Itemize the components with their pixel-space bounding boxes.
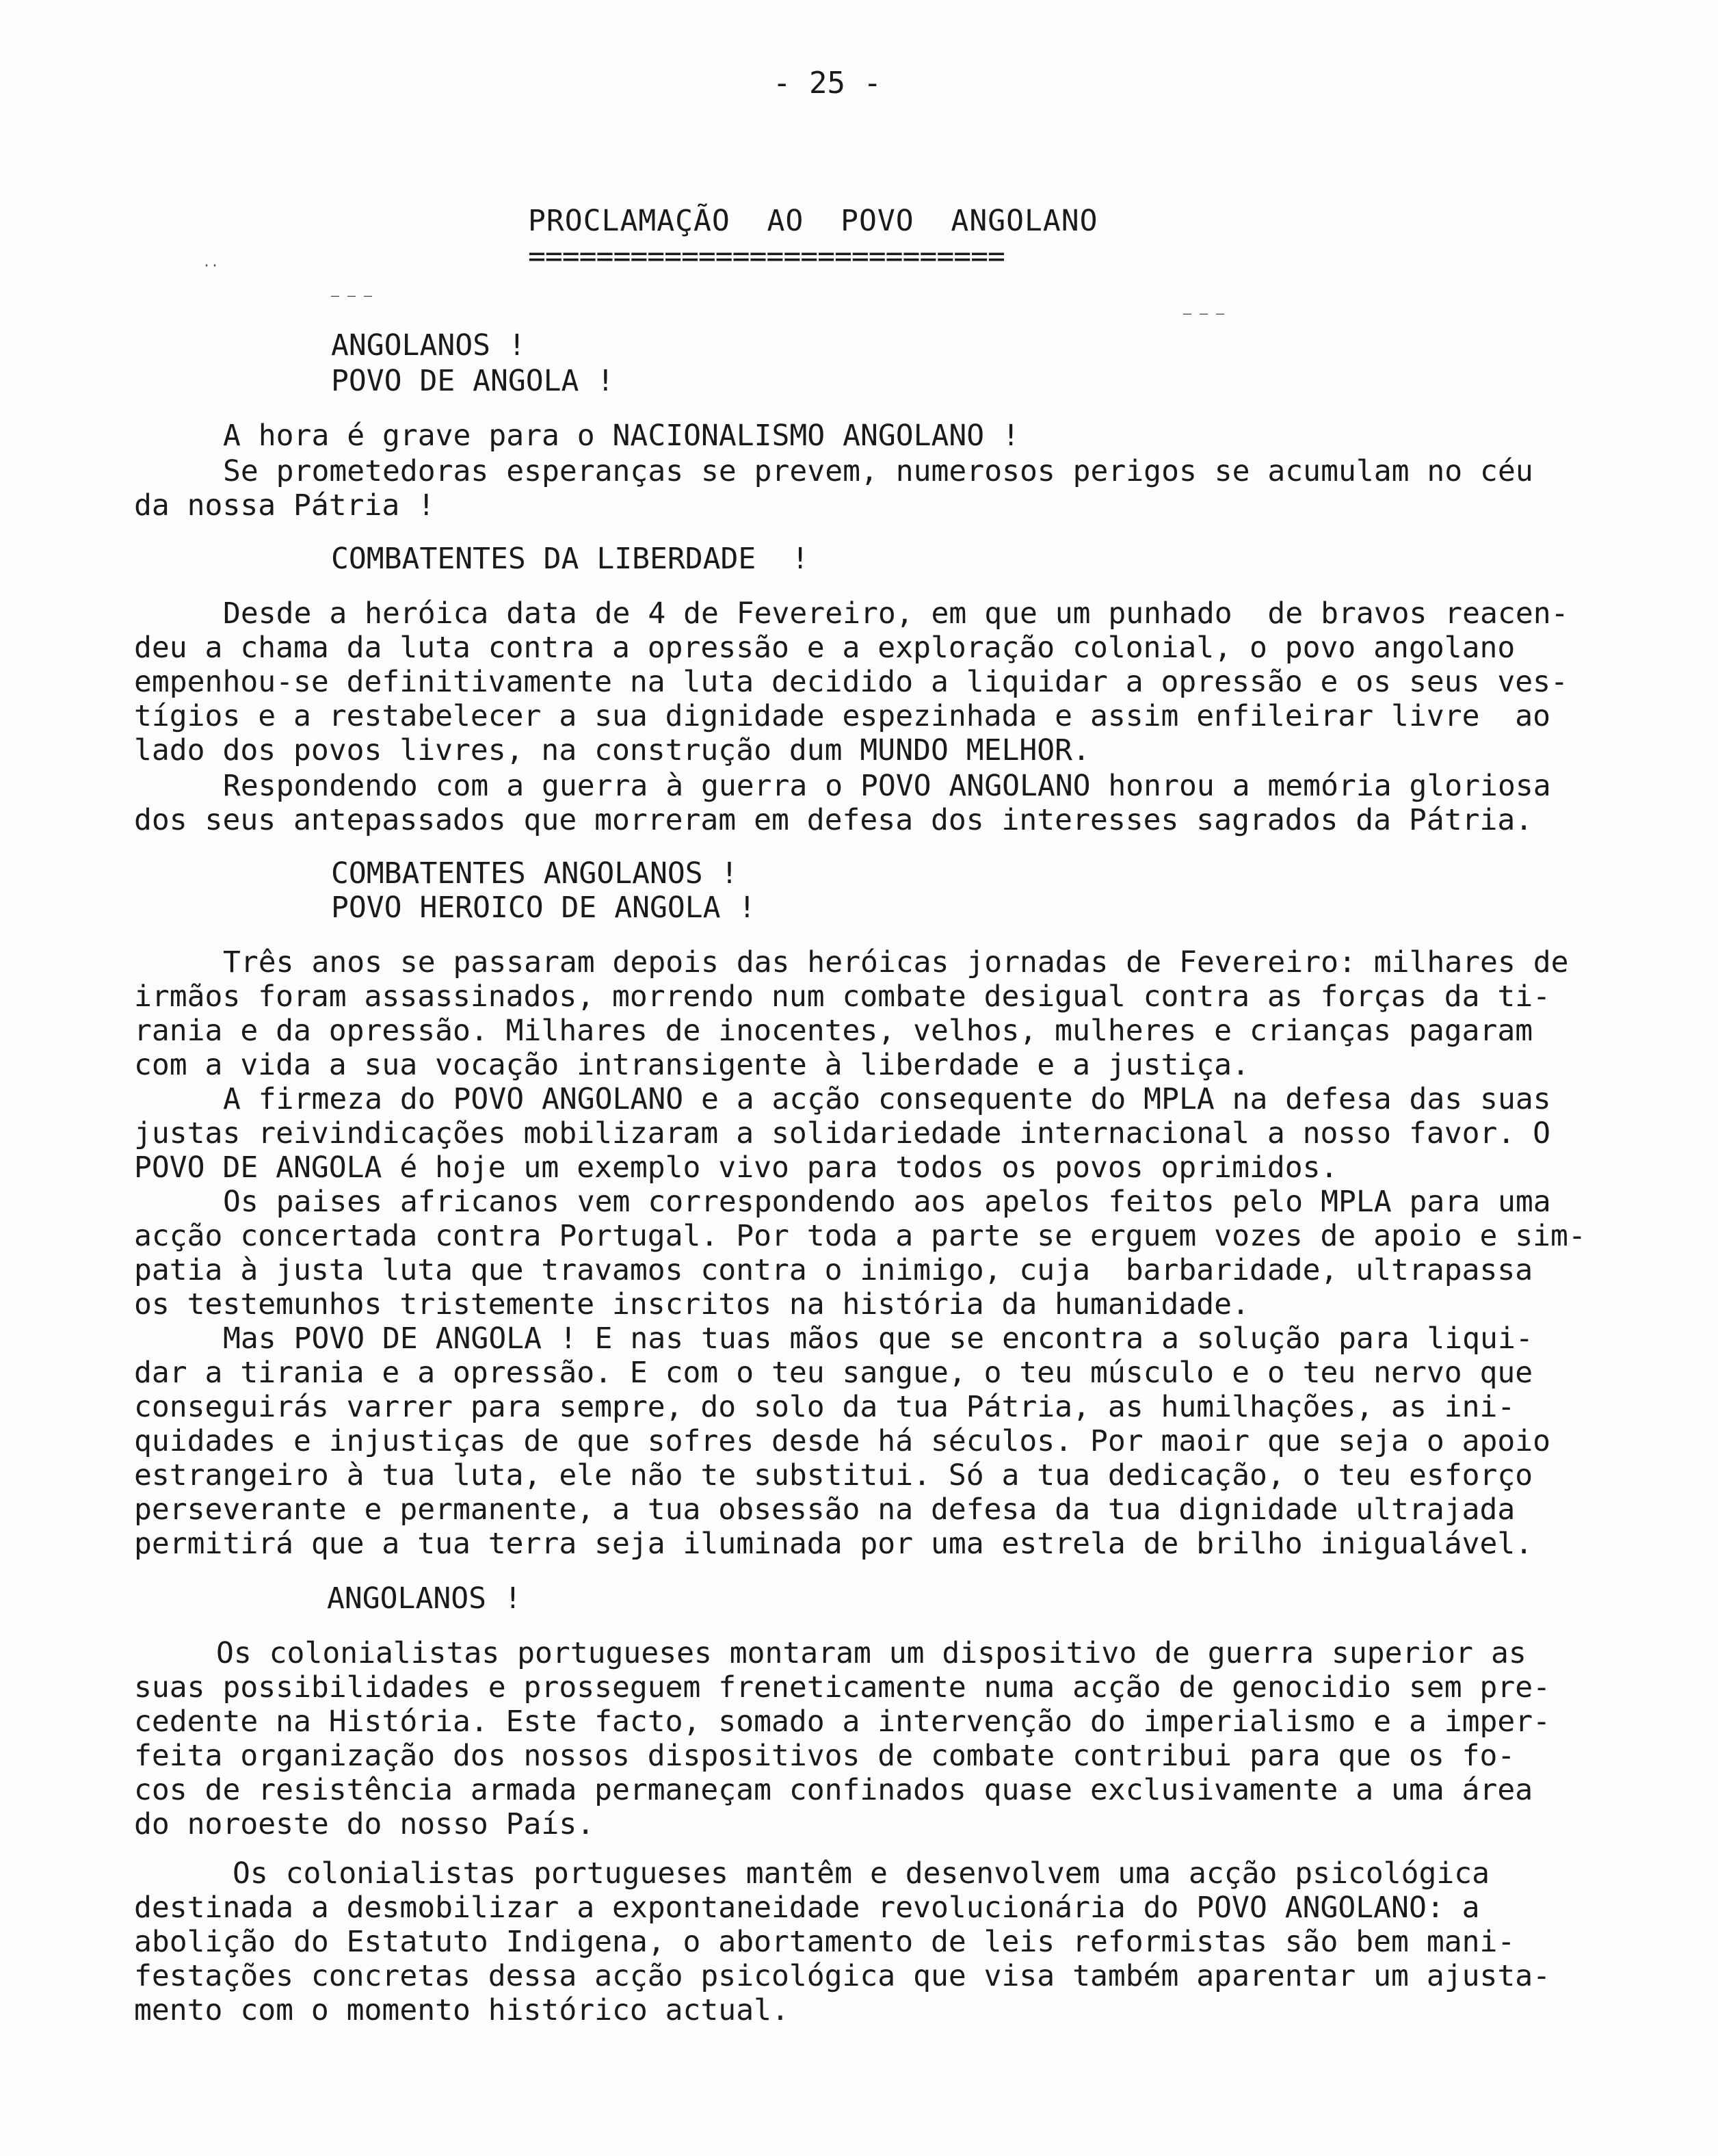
paragraph-line: Os paises africanos vem correspondendo aos apelos feitos pelo MPLA para uma: [223, 1185, 1551, 1219]
paragraph-line: mento com o momento histórico actual.: [134, 1993, 789, 2027]
paragraph-line: cedente na História. Este facto, somado a intervenção do imperialismo e a imper-: [134, 1705, 1551, 1739]
paragraph-line: Três anos se passaram depois das heróicas jornadas de Fevereiro: milhares de: [223, 945, 1569, 980]
paragraph-line: Desde a heróica data de 4 de Fevereiro, em que um punhado de bravos reacen-: [223, 596, 1569, 631]
paragraph-line: dar a tirania e a opressão. E com o teu sangue, o teu músculo e o teu nervo que: [134, 1356, 1533, 1390]
paragraph-line: feita organização dos nossos dispositivos de combate contribui para que os fo-: [134, 1739, 1516, 1773]
heading-combatentes-angolanos: COMBATENTES ANGOLANOS !: [331, 856, 739, 891]
paragraph-line: permitirá que a tua terra seja iluminada por uma estrela de brilho inigualável.: [134, 1527, 1533, 1561]
heading-povo-heroico: POVO HEROICO DE ANGOLA !: [331, 891, 756, 925]
paragraph-line: lado dos povos livres, na construção dum MUNDO MELHOR.: [134, 733, 1090, 767]
paragraph-line: festações concretas dessa acção psicológica que visa também aparentar um ajusta-: [134, 1959, 1551, 1993]
paragraph-line: POVO DE ANGOLA é hoje um exemplo vivo para todos os povos oprimidos.: [134, 1151, 1338, 1185]
salutation-povo-de-angola: POVO DE ANGOLA !: [331, 364, 615, 398]
paragraph-line: perseverante e permanente, a tua obsessão na defesa da tua dignidade ultrajada: [134, 1493, 1516, 1527]
paragraph-line: cos de resistência armada permaneçam confinados quase exclusivamente a uma área: [134, 1773, 1533, 1807]
paragraph-line: deu a chama da luta contra a opressão e a exploração colonial, o povo angolano: [134, 631, 1516, 665]
paragraph-line: Os colonialistas portugueses montaram um dispositivo de guerra superior as: [216, 1636, 1527, 1670]
paragraph-line: conseguirás varrer para sempre, do solo da tua Pátria, as humilhações, as ini-: [134, 1390, 1516, 1424]
paragraph-line: A firmeza do POVO ANGOLANO e a acção consequente do MPLA na defesa das suas: [223, 1082, 1551, 1116]
paragraph-line: quidades e injustiças de que sofres desde há séculos. Por maoir que seja o apoio: [134, 1424, 1551, 1458]
heading-combatentes-da-liberdade: COMBATENTES DA LIBERDADE !: [331, 542, 809, 576]
paragraph-line: tígios e a restabelecer a sua dignidade espezinhada e assim enfileirar livre ao: [134, 699, 1551, 733]
paragraph-line: rania e da opressão. Milhares de inocentes, velhos, mulheres e crianças pagaram: [134, 1014, 1533, 1048]
paragraph-line: estrangeiro à tua luta, ele não te substitui. Só a tua dedicação, o teu esforço: [134, 1458, 1533, 1493]
scan-speck: – – –: [1183, 305, 1225, 321]
paragraph-line: suas possibilidades e prosseguem freneticamente numa acção de genocidio sem pre-: [134, 1670, 1551, 1705]
paragraph-line: acção concertada contra Portugal. Por toda a parte se erguem vozes de apoio e sim-: [134, 1219, 1586, 1253]
paragraph-line: Se prometedoras esperanças se prevem, numerosos perigos se acumulam no céu: [223, 454, 1533, 488]
salutation-angolanos: ANGOLANOS !: [331, 328, 526, 363]
paragraph-line: os testemunhos tristemente inscritos na história da humanidade.: [134, 1287, 1250, 1322]
document-title: PROCLAMAÇÃO AO POVO ANGOLANO: [528, 204, 1098, 238]
paragraph-line: do noroeste do nosso País.: [134, 1807, 595, 1841]
paragraph-line: Respondendo com a guerra à guerra o POVO ANGOLANO honrou a memória gloriosa: [223, 769, 1551, 803]
paragraph-line: empenhou-se definitivamente na luta decidido a liquidar a opressão e os seus ves-: [134, 665, 1568, 699]
paragraph-line: dos seus antepassados que morreram em defesa dos interesses sagrados da Pátria.: [134, 803, 1533, 837]
title-underline: ============================: [528, 239, 1005, 274]
paragraph-line: Mas POVO DE ANGOLA ! E nas tuas mãos que se encontra a solução para liqui-: [223, 1322, 1533, 1356]
paragraph-line: Os colonialistas portugueses mantêm e desenvolvem uma acção psicológica: [233, 1856, 1490, 1891]
paragraph-line: A hora é grave para o NACIONALISMO ANGOLANO !: [223, 419, 1020, 453]
paragraph-line: da nossa Pátria !: [134, 488, 436, 523]
paragraph-line: destinada a desmobilizar a expontaneidade revolucionária do POVO ANGOLANO: a: [134, 1891, 1480, 1925]
paragraph-line: patia à justa luta que travamos contra o inimigo, cuja barbaridade, ultrapassa: [134, 1253, 1533, 1287]
scan-speck: ··: [202, 257, 220, 274]
scan-speck: – – –: [331, 287, 373, 304]
heading-angolanos: ANGOLANOS !: [327, 1581, 522, 1616]
paragraph-line: abolição do Estatuto Indigena, o abortamento de leis reformistas são bem mani-: [134, 1925, 1516, 1959]
paragraph-line: com a vida a sua vocação intransigente à liberdade e a justiça.: [134, 1048, 1250, 1082]
page-number: - 25 -: [773, 66, 882, 101]
paragraph-line: irmãos foram assassinados, morrendo num combate desigual contra as forças da ti-: [134, 980, 1551, 1014]
paragraph-line: justas reivindicações mobilizaram a solidariedade internacional a nosso favor. O: [134, 1116, 1551, 1151]
